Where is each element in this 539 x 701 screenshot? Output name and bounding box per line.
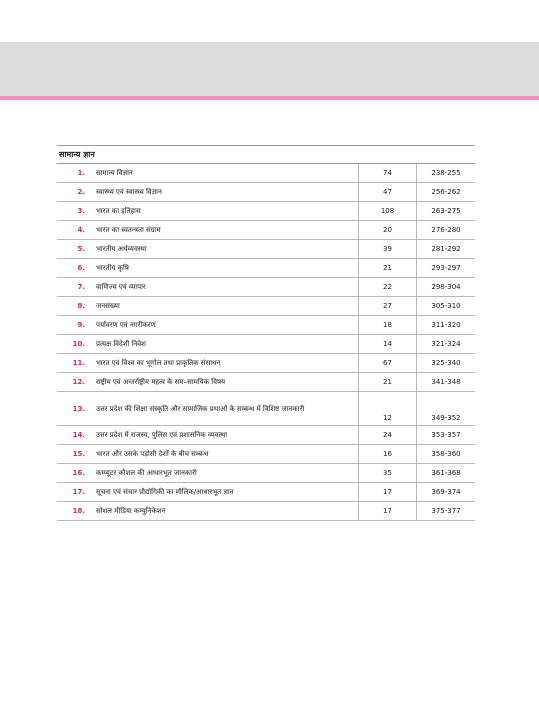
table-row (57, 483, 475, 502)
row-number: 3. (57, 202, 91, 221)
table-row (57, 221, 475, 240)
row-topic: भारत का स्वतन्त्रता संग्राम (91, 221, 359, 240)
row-number: 11. (57, 354, 91, 373)
row-question-count: 20 (359, 221, 417, 240)
row-page-range: 238-255 (417, 164, 476, 183)
table-row (57, 445, 475, 464)
row-question-count: 27 (359, 297, 417, 316)
row-number: 10. (57, 335, 91, 354)
table-row (57, 392, 475, 426)
row-number: 9. (57, 316, 91, 335)
table-row (57, 278, 475, 297)
row-topic: भारत एवं विश्व का भूगोल तथा प्राकृतिक संसाधन (91, 354, 359, 373)
row-question-count: 21 (359, 259, 417, 278)
row-question-count: 35 (359, 464, 417, 483)
row-topic: पर्यावरण एवं नगरीकरण (91, 316, 359, 335)
row-question-count: 14 (359, 335, 417, 354)
table-row (57, 426, 475, 445)
row-page-range: 341-348 (417, 373, 476, 392)
row-page-range: 276-280 (417, 221, 476, 240)
row-page-range: 281-292 (417, 240, 476, 259)
row-page-range: 353-357 (417, 426, 476, 445)
row-page-range: 321-324 (417, 335, 476, 354)
row-page-range: 375-377 (417, 502, 476, 521)
row-topic: सूचना एवं संचार प्रौद्योगिकी का मौलिक/आधारभूत ज्ञान (91, 483, 359, 502)
table-row (57, 202, 475, 221)
row-number: 17. (57, 483, 91, 502)
table-row (57, 297, 475, 316)
row-number: 4. (57, 221, 91, 240)
row-page-range: 263-275 (417, 202, 476, 221)
row-question-count: 12 (359, 392, 417, 426)
row-topic: राष्ट्रीय एवं अन्तर्राष्ट्रीय महत्व के सम–सामयिक विषय (91, 373, 359, 392)
row-number: 13. (57, 392, 91, 426)
row-number: 5. (57, 240, 91, 259)
row-page-range: 298-304 (417, 278, 476, 297)
header-band (0, 42, 539, 96)
row-question-count: 18 (359, 316, 417, 335)
row-topic: वाणिज्य एवं व्यापार (91, 278, 359, 297)
row-question-count: 17 (359, 502, 417, 521)
row-number: 16. (57, 464, 91, 483)
row-question-count: 47 (359, 183, 417, 202)
row-question-count: 17 (359, 483, 417, 502)
row-number: 8. (57, 297, 91, 316)
row-number: 18. (57, 502, 91, 521)
row-topic: सोशल मीडिया कम्युनिकेशन (91, 502, 359, 521)
row-topic: प्रत्यक्ष विदेशी निवेश (91, 335, 359, 354)
table-row (57, 164, 475, 183)
row-question-count: 24 (359, 426, 417, 445)
row-number: 15. (57, 445, 91, 464)
table-row (57, 240, 475, 259)
row-page-range: 311-320 (417, 316, 476, 335)
table-row (57, 183, 475, 202)
row-topic: कम्प्यूटर कौशल की आधारभूत जानकारी (91, 464, 359, 483)
row-topic: उत्तर प्रदेश की शिक्षा संस्कृति और सामाजिक प्रथाओं के सम्बन्ध में विशिष्ट जानकारी (91, 392, 359, 426)
row-page-range: 361-368 (417, 464, 476, 483)
row-number: 6. (57, 259, 91, 278)
table-row (57, 316, 475, 335)
row-topic: भारत का इतिहास (91, 202, 359, 221)
table-row (57, 464, 475, 483)
table-row (57, 354, 475, 373)
section-title: सामान्य ज्ञान (57, 145, 475, 164)
row-number: 2. (57, 183, 91, 202)
row-page-range: 305-310 (417, 297, 476, 316)
row-topic: भारतीय अर्थव्यवस्था (91, 240, 359, 259)
table-row (57, 502, 475, 521)
row-question-count: 21 (359, 373, 417, 392)
row-question-count: 16 (359, 445, 417, 464)
row-number: 14. (57, 426, 91, 445)
row-page-range: 358-360 (417, 445, 476, 464)
table-of-contents (57, 145, 475, 521)
table-row (57, 335, 475, 354)
row-number: 12. (57, 373, 91, 392)
row-topic: भारतीय कृषि (91, 259, 359, 278)
table-row (57, 373, 475, 392)
row-question-count: 39 (359, 240, 417, 259)
row-topic: सामान्य विज्ञान (91, 164, 359, 183)
row-topic: भारत और उसके पड़ोसी देशों के बीच सम्बन्ध (91, 445, 359, 464)
row-topic: जनसंख्या (91, 297, 359, 316)
row-number: 7. (57, 278, 91, 297)
row-topic: उत्तर प्रदेश में राजस्व, पुलिस एवं प्रशासनिक व्यवस्था (91, 426, 359, 445)
row-number: 1. (57, 164, 91, 183)
header-stripe (0, 96, 539, 100)
row-page-range: 256-262 (417, 183, 476, 202)
toc-table (57, 164, 475, 521)
row-question-count: 22 (359, 278, 417, 297)
row-page-range: 369-374 (417, 483, 476, 502)
row-page-range: 349-352 (417, 392, 476, 426)
row-topic: स्वास्थ्य एवं स्वास्थ्य विज्ञान (91, 183, 359, 202)
row-question-count: 74 (359, 164, 417, 183)
row-page-range: 325-340 (417, 354, 476, 373)
row-page-range: 293-297 (417, 259, 476, 278)
row-question-count: 67 (359, 354, 417, 373)
row-question-count: 108 (359, 202, 417, 221)
table-row (57, 259, 475, 278)
